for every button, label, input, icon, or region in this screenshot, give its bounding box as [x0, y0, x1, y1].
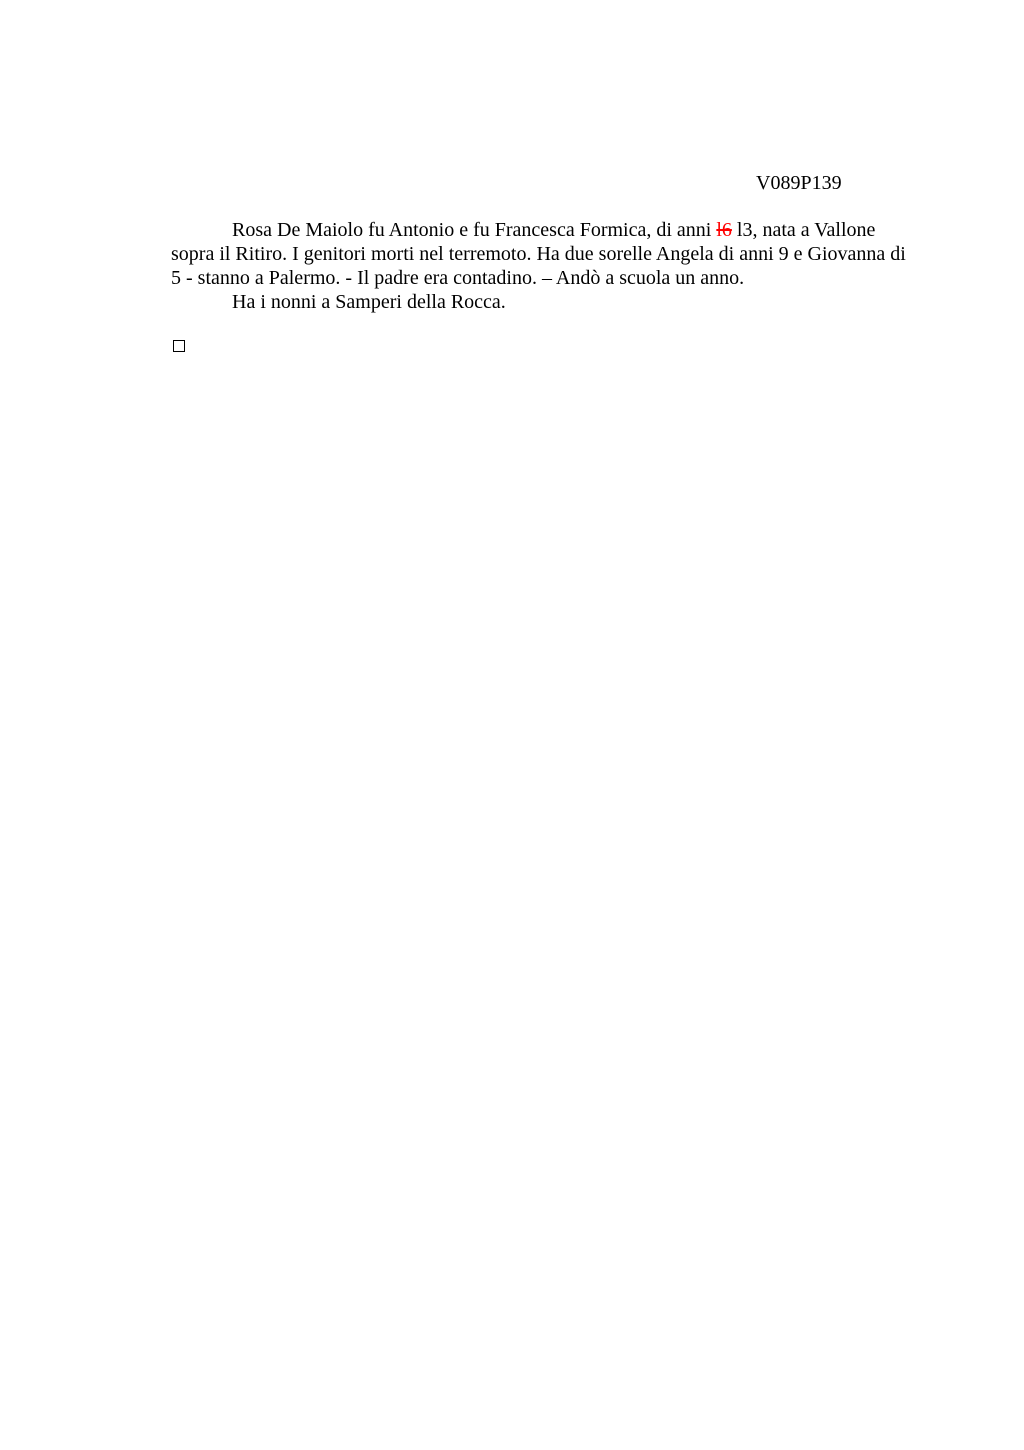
document-id: V089P139 — [756, 172, 842, 194]
paragraph-1-text-after: l3, nata a Vallone sopra il Ritiro. I genitori morti nel terremoto. Ha due sorelle Angela di anni 9 e Giovanna di 5 - stanno a Palermo. - Il padre era contadino. – Andò a scuola un anno. — [171, 219, 906, 289]
square-marker-icon — [173, 340, 185, 352]
paragraph-2: Ha i nonni a Samperi della Rocca. — [232, 291, 506, 313]
document-body — [171, 218, 911, 314]
paragraph-1 — [171, 218, 911, 290]
paragraph-1-text-before: Rosa De Maiolo fu Antonio e fu Francesca Formica, di anni — [232, 219, 717, 241]
struck-correction: l6 — [716, 219, 732, 241]
